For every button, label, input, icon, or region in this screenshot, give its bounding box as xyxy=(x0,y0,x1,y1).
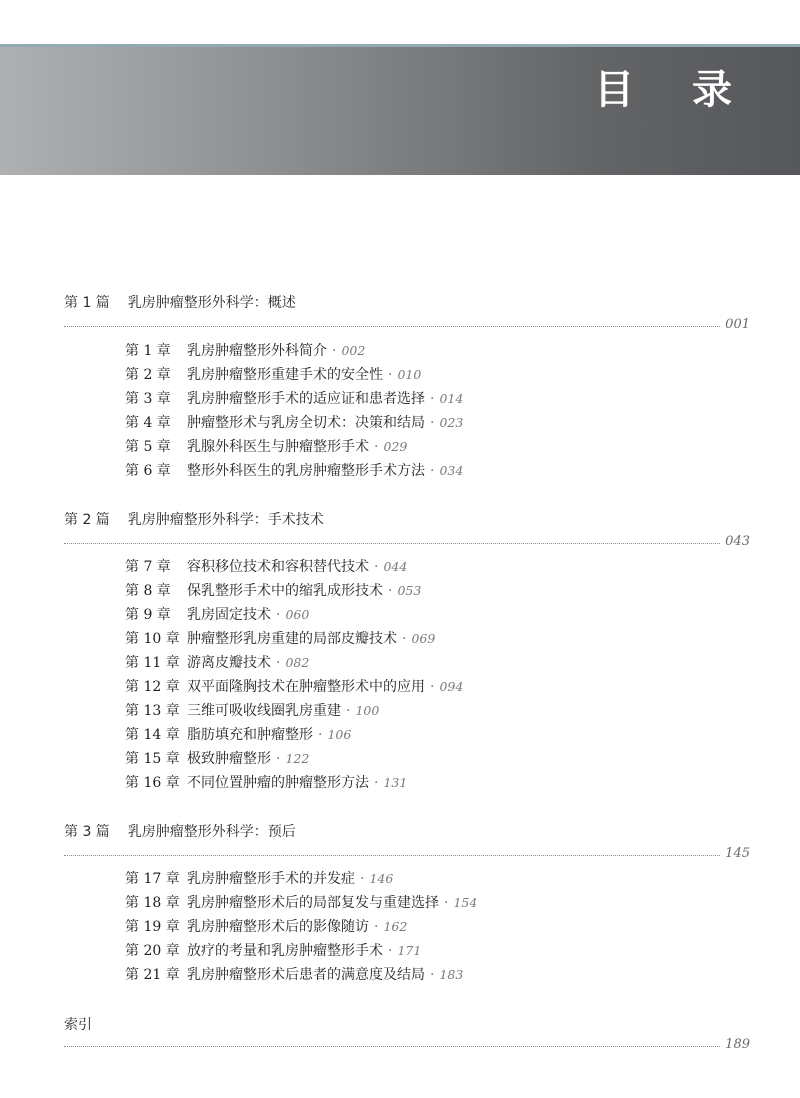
chapter-number: 第 21 章 xyxy=(125,967,180,983)
leader-line xyxy=(64,1046,720,1047)
chapter-page: 183 xyxy=(439,967,464,982)
chapter-title: 不同位置肿瘤的肿瘤整形方法 xyxy=(187,775,369,791)
chapter-number: 第 5 章 xyxy=(125,439,171,455)
chapter-title: 乳房肿瘤整形术后的影像随访 xyxy=(187,919,369,935)
chapter-number: 第 7 章 xyxy=(125,559,171,575)
index-page-number: 189 xyxy=(725,1037,750,1052)
separator-dot: · xyxy=(430,415,435,431)
separator-dot: · xyxy=(276,607,281,623)
part-page-number: 001 xyxy=(725,317,750,332)
chapter-entry[interactable] xyxy=(125,700,379,720)
chapter-title: 脂肪填充和肿瘤整形 xyxy=(187,727,313,743)
chapter-number: 第 4 章 xyxy=(125,415,171,431)
separator-dot: · xyxy=(276,751,281,767)
chapter-entry[interactable] xyxy=(125,340,365,360)
chapter-entry[interactable] xyxy=(125,772,407,792)
part-page-number: 043 xyxy=(725,534,750,549)
chapter-number: 第 12 章 xyxy=(125,679,180,695)
chapter-number: 第 20 章 xyxy=(125,943,180,959)
chapter-title: 极致肿瘤整形 xyxy=(187,751,271,767)
chapter-title: 三维可吸收线圈乳房重建 xyxy=(187,703,341,719)
chapter-page: 100 xyxy=(355,703,380,718)
separator-dot: · xyxy=(430,391,435,407)
chapter-title: 肿瘤整形术与乳房全切术：决策和结局 xyxy=(187,415,425,431)
chapter-title: 保乳整形手术中的缩乳成形技术 xyxy=(187,583,383,599)
chapter-page: 131 xyxy=(383,775,408,790)
part-heading[interactable] xyxy=(64,292,296,312)
separator-dot: · xyxy=(444,895,449,911)
chapter-title: 乳房肿瘤整形手术的并发症 xyxy=(187,871,355,887)
separator-dot: · xyxy=(332,343,337,359)
chapter-entry[interactable] xyxy=(125,748,309,768)
chapter-page: 094 xyxy=(439,679,464,694)
index-heading[interactable]: 索引 xyxy=(64,1017,92,1033)
chapter-title: 乳房肿瘤整形手术的适应证和患者选择 xyxy=(187,391,425,407)
chapter-page: 023 xyxy=(439,415,464,430)
part-number: 第 1 篇 xyxy=(64,295,110,311)
chapter-title: 乳房肿瘤整形术后患者的满意度及结局 xyxy=(187,967,425,983)
chapter-entry[interactable] xyxy=(125,892,477,912)
leader-line xyxy=(64,326,720,327)
chapter-title: 乳房肿瘤整形外科简介 xyxy=(187,343,327,359)
separator-dot: · xyxy=(402,631,407,647)
chapter-title: 放疗的考量和乳房肿瘤整形手术 xyxy=(187,943,383,959)
chapter-entry[interactable] xyxy=(125,580,421,600)
chapter-page: 053 xyxy=(397,583,422,598)
chapter-number: 第 2 章 xyxy=(125,367,171,383)
chapter-title: 游离皮瓣技术 xyxy=(187,655,271,671)
separator-dot: · xyxy=(360,871,365,887)
chapter-title: 整形外科医生的乳房肿瘤整形手术方法 xyxy=(187,463,425,479)
chapter-page: 010 xyxy=(397,367,422,382)
chapter-number: 第 11 章 xyxy=(125,655,180,671)
chapter-entry[interactable] xyxy=(125,364,421,384)
separator-dot: · xyxy=(388,943,393,959)
chapter-entry[interactable] xyxy=(125,556,407,576)
chapter-page: 146 xyxy=(369,871,394,886)
chapter-number: 第 17 章 xyxy=(125,871,180,887)
chapter-number: 第 18 章 xyxy=(125,895,180,911)
separator-dot: · xyxy=(430,967,435,983)
chapter-entry[interactable] xyxy=(125,964,463,984)
chapter-page: 162 xyxy=(383,919,408,934)
page-title: 目 录 xyxy=(594,67,754,113)
chapter-page: 002 xyxy=(341,343,366,358)
part-number: 第 2 篇 xyxy=(64,512,110,528)
part-number: 第 3 篇 xyxy=(64,824,110,840)
separator-dot: · xyxy=(276,655,281,671)
part-title: 乳房肿瘤整形外科学：预后 xyxy=(127,824,296,840)
chapter-entry[interactable] xyxy=(125,388,463,408)
chapter-title: 肿瘤整形乳房重建的局部皮瓣技术 xyxy=(187,631,397,647)
chapter-entry[interactable] xyxy=(125,628,435,648)
chapter-entry[interactable] xyxy=(125,436,407,456)
part-title: 乳房肿瘤整形外科学：手术技术 xyxy=(127,512,324,528)
part-heading[interactable] xyxy=(64,821,296,841)
chapter-number: 第 13 章 xyxy=(125,703,180,719)
chapter-number: 第 3 章 xyxy=(125,391,171,407)
separator-dot: · xyxy=(374,439,379,455)
chapter-entry[interactable] xyxy=(125,460,463,480)
chapter-page: 014 xyxy=(439,391,464,406)
chapter-entry[interactable] xyxy=(125,676,463,696)
separator-dot: · xyxy=(388,583,393,599)
chapter-page: 171 xyxy=(397,943,422,958)
chapter-entry[interactable] xyxy=(125,868,393,888)
separator-dot: · xyxy=(374,559,379,575)
part-title: 乳房肿瘤整形外科学：概述 xyxy=(127,295,296,311)
chapter-entry[interactable] xyxy=(125,604,309,624)
chapter-number: 第 16 章 xyxy=(125,775,180,791)
chapter-entry[interactable] xyxy=(125,940,421,960)
chapter-page: 029 xyxy=(383,439,408,454)
chapter-number: 第 14 章 xyxy=(125,727,180,743)
chapter-page: 060 xyxy=(285,607,310,622)
chapter-entry[interactable] xyxy=(125,724,351,744)
separator-dot: · xyxy=(430,679,435,695)
part-heading[interactable] xyxy=(64,509,324,529)
separator-dot: · xyxy=(430,463,435,479)
chapter-entry[interactable] xyxy=(125,652,309,672)
chapter-entry[interactable] xyxy=(125,916,407,936)
separator-dot: · xyxy=(346,703,351,719)
leader-line xyxy=(64,855,720,856)
chapter-page: 122 xyxy=(285,751,310,766)
separator-dot: · xyxy=(374,919,379,935)
separator-dot: · xyxy=(374,775,379,791)
chapter-title: 乳腺外科医生与肿瘤整形手术 xyxy=(187,439,369,455)
chapter-title: 双平面隆胸技术在肿瘤整形术中的应用 xyxy=(187,679,425,695)
chapter-number: 第 10 章 xyxy=(125,631,180,647)
chapter-page: 082 xyxy=(285,655,310,670)
chapter-number: 第 19 章 xyxy=(125,919,180,935)
chapter-entry[interactable] xyxy=(125,412,463,432)
chapter-page: 034 xyxy=(439,463,464,478)
chapter-number: 第 9 章 xyxy=(125,607,171,623)
chapter-title: 乳房肿瘤整形重建手术的安全性 xyxy=(187,367,383,383)
separator-dot: · xyxy=(388,367,393,383)
chapter-number: 第 8 章 xyxy=(125,583,171,599)
chapter-title: 乳房固定技术 xyxy=(187,607,271,623)
chapter-number: 第 6 章 xyxy=(125,463,171,479)
chapter-number: 第 1 章 xyxy=(125,343,171,359)
chapter-page: 154 xyxy=(453,895,478,910)
leader-line xyxy=(64,543,720,544)
part-page-number: 145 xyxy=(725,846,750,861)
chapter-page: 044 xyxy=(383,559,408,574)
chapter-page: 106 xyxy=(327,727,352,742)
chapter-page: 069 xyxy=(411,631,436,646)
chapter-number: 第 15 章 xyxy=(125,751,180,767)
chapter-title: 乳房肿瘤整形术后的局部复发与重建选择 xyxy=(187,895,439,911)
chapter-title: 容积移位技术和容积替代技术 xyxy=(187,559,369,575)
separator-dot: · xyxy=(318,727,323,743)
